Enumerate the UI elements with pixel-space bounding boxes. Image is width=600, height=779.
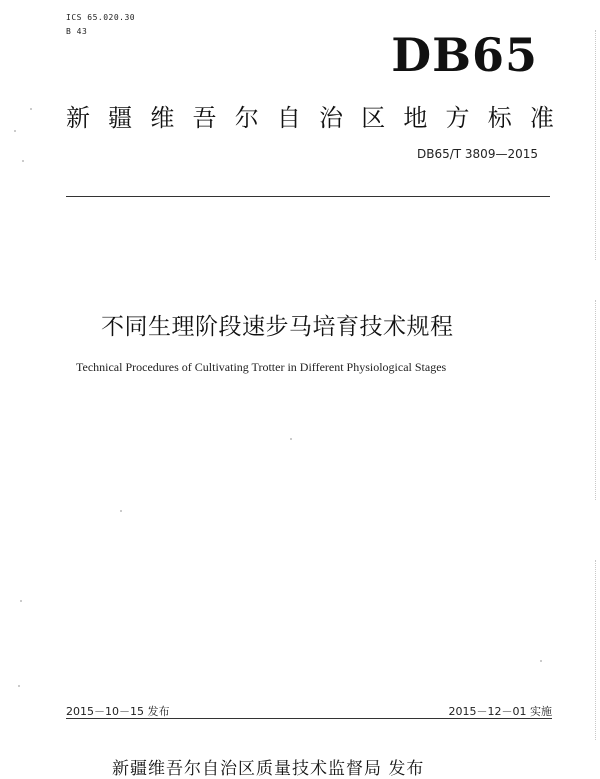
ccs-code: B 43	[66, 27, 88, 36]
implementation-date: 2015－12－01 实施	[448, 705, 552, 718]
standard-type-char: 吾	[192, 104, 217, 132]
standard-type-char: 区	[361, 104, 386, 132]
scan-edge-noise	[595, 560, 597, 740]
document-title-english: Technical Procedures of Cultivating Trotter in Different Physiological Stages	[76, 360, 447, 374]
scan-edge-noise	[595, 300, 597, 500]
standard-type-char: 方	[445, 104, 470, 132]
scan-speck	[540, 660, 542, 662]
standard-type-char: 标	[487, 104, 512, 132]
document-title-chinese: 不同生理阶段速步马培育技术规程	[101, 314, 454, 340]
standard-type-heading	[66, 98, 554, 133]
standard-number: DB65/T 3809—2015	[416, 147, 538, 161]
standard-type-char: 准	[529, 104, 554, 132]
standard-type-char: 尔	[234, 104, 259, 132]
scan-speck	[14, 130, 16, 132]
issue-date: 2015－10－15 发布	[66, 705, 170, 718]
scan-speck	[30, 108, 32, 110]
standard-code-mark: DB65	[391, 28, 538, 82]
standard-type-char: 新	[66, 104, 90, 132]
scan-speck	[290, 438, 292, 440]
scan-speck	[22, 160, 24, 162]
footer-divider	[66, 718, 552, 719]
standard-type-char: 疆	[108, 104, 133, 132]
issuing-authority: 新疆维吾尔自治区质量技术监督局 发布	[112, 759, 425, 779]
scan-speck	[18, 685, 20, 687]
scan-edge-noise	[595, 30, 597, 260]
scan-speck	[120, 510, 122, 512]
standard-type-char: 地	[403, 104, 428, 132]
scan-speck	[20, 600, 22, 602]
ics-code: ICS 65.020.30	[66, 13, 136, 22]
standard-type-char: 治	[319, 104, 344, 132]
standard-type-char: 自	[276, 104, 301, 132]
standard-type-char: 维	[150, 104, 175, 132]
header-divider	[66, 196, 550, 197]
